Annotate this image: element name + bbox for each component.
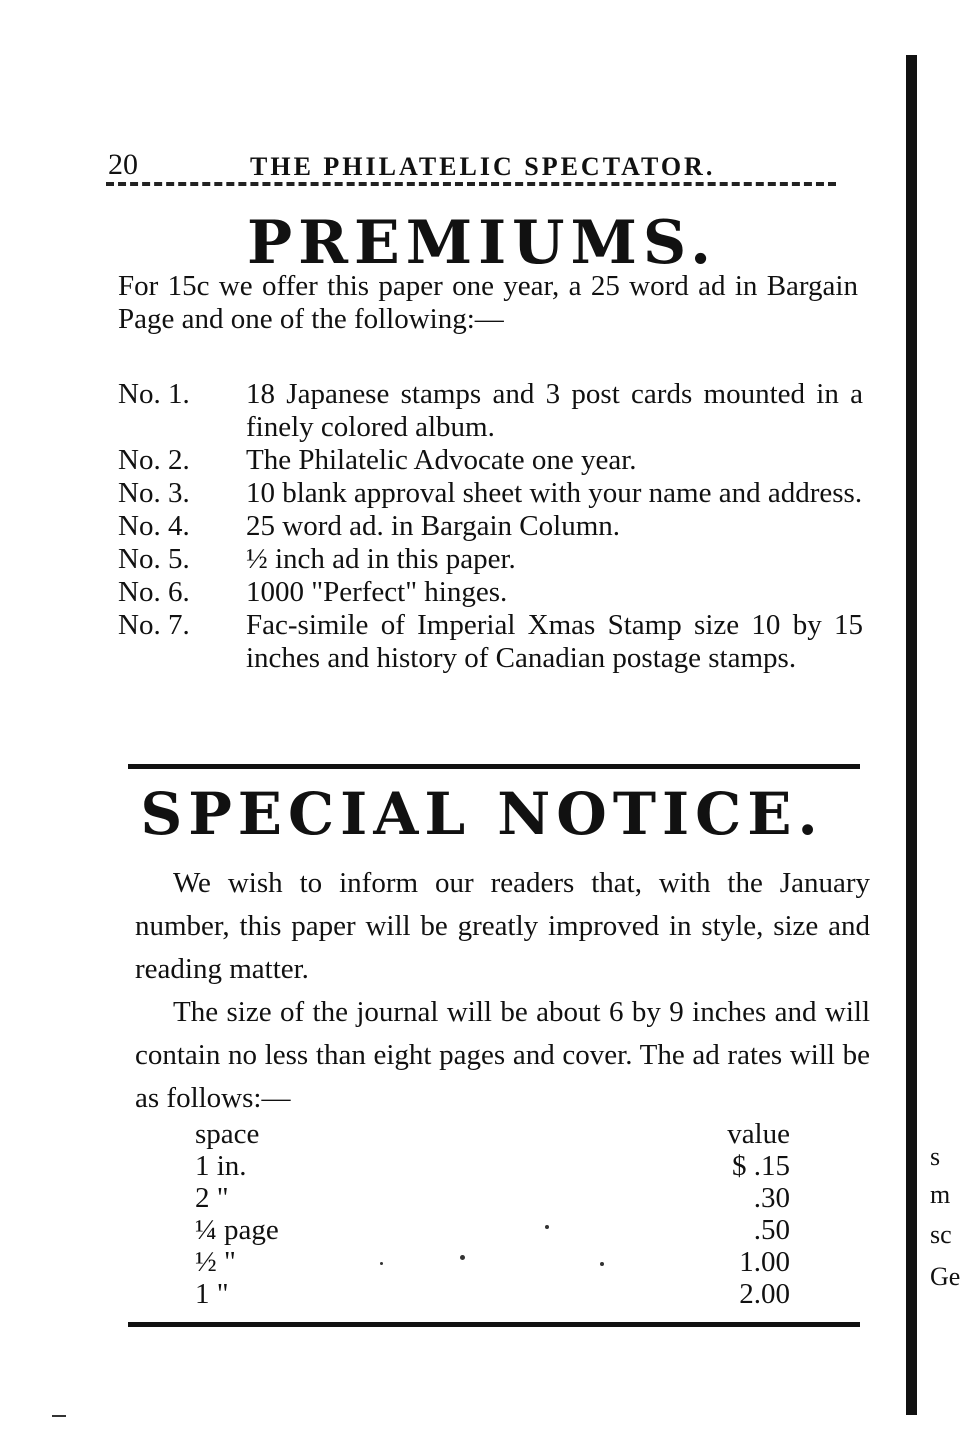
special-notice-body [135, 862, 870, 1120]
premium-item-number: No. 2. [118, 444, 190, 476]
premium-item [118, 543, 863, 576]
ink-speck [600, 1262, 604, 1266]
premium-item-number: No. 6. [118, 576, 190, 608]
ink-speck [380, 1262, 383, 1265]
premium-item [118, 576, 863, 609]
rates-row [195, 1150, 790, 1182]
page-number: 20 [108, 148, 138, 181]
section-rule [128, 764, 860, 769]
rate-space: 2 " [195, 1182, 229, 1214]
rates-row [195, 1278, 790, 1310]
ink-speck [545, 1225, 549, 1229]
notice-paragraph: We wish to inform our readers that, with the January number, this paper will be greatly improved in style, size and reading matter. [135, 867, 870, 985]
rates-header-space: space [195, 1118, 260, 1150]
premium-item [118, 510, 863, 543]
rate-space: 1 in. [195, 1150, 247, 1182]
premium-item-text: The Philatelic Advocate one year. [246, 444, 637, 476]
rate-space: ¼ page [195, 1214, 279, 1246]
rates-header-value: value [727, 1118, 790, 1150]
rates-row [195, 1182, 790, 1214]
premium-item-number: No. 3. [118, 477, 190, 509]
premium-item-number: No. 7. [118, 609, 190, 641]
margin-fragment: Ge [930, 1262, 961, 1291]
premiums-intro: For 15c we offer this paper one year, a 25 word ad in Bargain Page and one of the following:— [118, 270, 858, 335]
premium-item-text: Fac-simile of Imperial Xmas Stamp size 10 by 15 inches and history of Canadian postage stamps. [246, 609, 863, 674]
premium-item-number: No. 4. [118, 510, 190, 542]
premiums-heading: PREMIUMS. [246, 208, 717, 278]
premium-item-text: 10 blank approval sheet with your name and address. [246, 477, 863, 509]
rate-value: 1.00 [739, 1246, 790, 1278]
premium-item-text: 18 Japanese stamps and 3 post cards mounted in a finely colored album. [246, 378, 863, 443]
premium-item-text: 1000 "Perfect" hinges. [246, 576, 508, 608]
ink-speck [460, 1255, 465, 1260]
premium-item [118, 444, 863, 477]
premium-item [118, 477, 863, 510]
rates-row [195, 1214, 790, 1246]
rate-value: $ .15 [732, 1150, 790, 1182]
ad-rates-table [195, 1118, 790, 1310]
rate-space: ½ " [195, 1246, 236, 1278]
notice-paragraph: The size of the journal will be about 6 by 9 inches and will contain no less than eight pages and cover. The ad rates will be as follows:— [135, 996, 870, 1114]
rates-row [195, 1246, 790, 1278]
running-title: THE PHILATELIC SPECTATOR. [250, 152, 716, 181]
special-notice-heading: SPECIAL NOTICE. [140, 780, 824, 848]
premium-list [118, 378, 863, 675]
rate-value: .30 [753, 1182, 790, 1214]
bottom-rule [128, 1322, 860, 1327]
premium-item-number: No. 5. [118, 543, 190, 575]
ink-speck [52, 1415, 66, 1417]
premium-item-text: ½ inch ad in this paper. [246, 543, 516, 575]
margin-fragment: m [930, 1180, 951, 1209]
rate-value: .50 [753, 1214, 790, 1246]
premium-item [118, 378, 863, 444]
premium-item [118, 609, 863, 675]
margin-fragment: s [930, 1142, 941, 1171]
premium-item-number: No. 1. [118, 378, 190, 410]
premium-item-text: 25 word ad. in Bargain Column. [246, 510, 621, 542]
rate-value: 2.00 [739, 1278, 790, 1310]
rate-space: 1 " [195, 1278, 229, 1310]
margin-fragment: sc [930, 1220, 952, 1249]
rates-header-row [195, 1118, 790, 1150]
page-gutter [906, 55, 917, 1415]
header-rule [106, 182, 836, 186]
